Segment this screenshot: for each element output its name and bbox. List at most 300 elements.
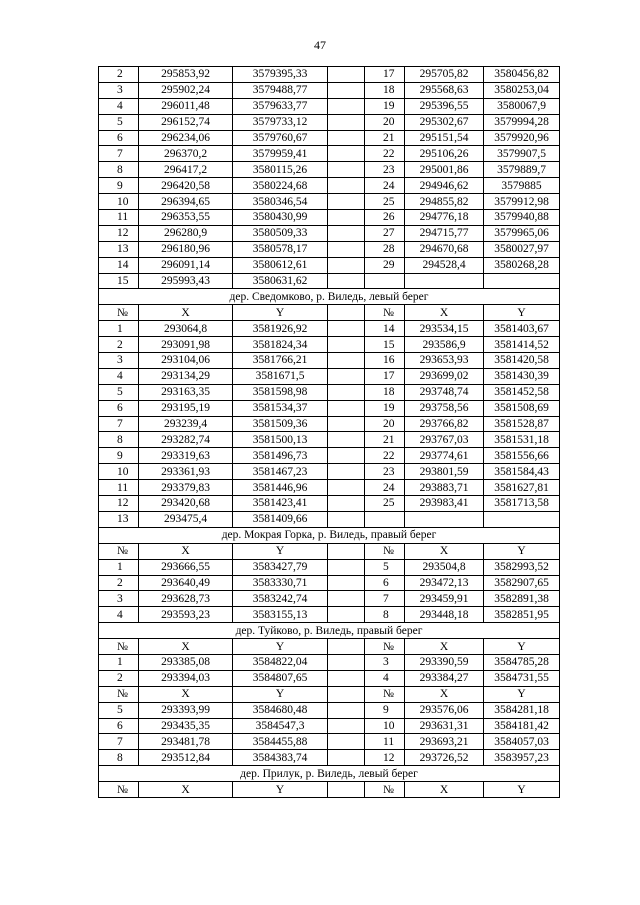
coord-x [405,511,484,527]
coord-y: 3584807,65 [233,670,328,686]
point-number: 21 [365,130,405,146]
header-y: Y [484,305,560,321]
coord-y: 3582891,38 [484,591,560,607]
table-row [99,496,560,512]
table-row [99,591,560,607]
coord-y: 3580612,61 [233,257,328,273]
coord-y: 3584455,88 [233,734,328,750]
spacer-cell [328,67,365,83]
spacer-cell [328,305,365,321]
header-num: № [99,782,139,798]
spacer-cell [328,162,365,178]
point-number: 20 [365,416,405,432]
spacer-cell [328,241,365,257]
coord-y: 3582851,95 [484,607,560,623]
section-title: дер. Сведомково, р. Виледь, левый берег [99,289,560,305]
point-number: 3 [99,82,139,98]
coord-x: 293699,02 [405,368,484,384]
coord-y: 3581627,81 [484,480,560,496]
spacer-cell [328,686,365,702]
coord-x: 296370,2 [139,146,233,162]
point-number: 2 [99,575,139,591]
coord-y: 3580578,17 [233,241,328,257]
coord-y: 3581671,5 [233,368,328,384]
point-number: 5 [365,559,405,575]
coord-x: 293512,84 [139,750,233,766]
coord-x: 294670,68 [405,241,484,257]
table-row [99,400,560,416]
coord-x: 295993,43 [139,273,233,289]
table-row [99,750,560,766]
coord-x: 293666,55 [139,559,233,575]
coord-x: 293361,93 [139,464,233,480]
section-title: дер. Мокрая Горка, р. Виледь, правый берег [99,527,560,543]
coord-x: 293653,93 [405,353,484,369]
coord-y: 3580268,28 [484,257,560,273]
coord-y: 3579488,77 [233,82,328,98]
coord-y: 3579959,41 [233,146,328,162]
spacer-cell [328,670,365,686]
coord-x: 293384,27 [405,670,484,686]
coord-x: 295106,26 [405,146,484,162]
header-num: № [99,543,139,559]
table-row [99,67,560,83]
spacer-cell [328,448,365,464]
point-number: 12 [99,225,139,241]
table-row [99,146,560,162]
coord-y: 3581556,66 [484,448,560,464]
spacer-cell [328,782,365,798]
point-number: 5 [99,702,139,718]
header-x: X [405,686,484,702]
coord-y: 3579760,67 [233,130,328,146]
coord-x: 293459,91 [405,591,484,607]
point-number: 14 [365,321,405,337]
coord-y: 3581584,43 [484,464,560,480]
header-y: Y [233,305,328,321]
point-number: 24 [365,480,405,496]
coord-x: 293628,73 [139,591,233,607]
point-number: 17 [365,67,405,83]
coord-x: 293481,78 [139,734,233,750]
point-number: 8 [99,750,139,766]
header-num: № [99,686,139,702]
spacer-cell [328,337,365,353]
coord-y: 3579395,33 [233,67,328,83]
table-row [99,575,560,591]
table-row [99,670,560,686]
point-number: 29 [365,257,405,273]
coord-y: 3584057,03 [484,734,560,750]
header-y: Y [233,543,328,559]
header-x: X [139,543,233,559]
point-number: 23 [365,464,405,480]
coord-y: 3579994,28 [484,114,560,130]
coord-y: 3582993,52 [484,559,560,575]
point-number: 20 [365,114,405,130]
table-row [99,654,560,670]
spacer-cell [328,734,365,750]
spacer-cell [328,178,365,194]
table-row [99,225,560,241]
point-number: 2 [99,337,139,353]
point-number: 10 [99,194,139,210]
coord-x: 295853,92 [139,67,233,83]
point-number: 6 [99,130,139,146]
coord-y: 3581423,41 [233,496,328,512]
spacer-cell [328,559,365,575]
point-number: 23 [365,162,405,178]
header-num: № [365,639,405,655]
coord-x: 293748,74 [405,384,484,400]
header-row [99,639,560,655]
spacer-cell [328,273,365,289]
point-number: 7 [99,146,139,162]
table-row [99,368,560,384]
coord-y: 3581766,21 [233,353,328,369]
spacer-cell [328,400,365,416]
coord-x: 293091,98 [139,337,233,353]
point-number: 11 [99,480,139,496]
coord-x: 296394,65 [139,194,233,210]
header-x: X [139,305,233,321]
point-number: 28 [365,241,405,257]
coord-y: 3581531,18 [484,432,560,448]
coord-x: 294946,62 [405,178,484,194]
point-number: 6 [365,575,405,591]
header-row [99,686,560,702]
spacer-cell [328,750,365,766]
coord-x: 293983,41 [405,496,484,512]
point-number: 13 [99,511,139,527]
page-number: 47 [314,38,326,52]
coord-x: 293766,82 [405,416,484,432]
point-number: 11 [99,210,139,226]
coord-x: 293534,15 [405,321,484,337]
point-number: 16 [365,353,405,369]
point-number: 19 [365,98,405,114]
coord-x: 293801,59 [405,464,484,480]
point-number: 3 [99,353,139,369]
table-row [99,432,560,448]
point-number: 7 [365,591,405,607]
coord-x: 296417,2 [139,162,233,178]
coord-x: 293472,13 [405,575,484,591]
point-number: 1 [99,321,139,337]
point-number: 9 [99,178,139,194]
table-row [99,511,560,527]
point-number [365,273,405,289]
header-row [99,782,560,798]
spacer-cell [328,225,365,241]
point-number: 3 [365,654,405,670]
coord-y: 3584785,28 [484,654,560,670]
point-number: 27 [365,225,405,241]
coord-y: 3580027,97 [484,241,560,257]
table-row [99,162,560,178]
spacer-cell [328,321,365,337]
coord-y: 3580253,04 [484,82,560,98]
header-y: Y [233,639,328,655]
coord-x: 296091,14 [139,257,233,273]
point-number: 7 [99,734,139,750]
coord-x: 295705,82 [405,67,484,83]
coord-y: 3580509,33 [233,225,328,241]
coord-x: 296420,58 [139,178,233,194]
coord-y: 3583427,79 [233,559,328,575]
coord-x: 293726,52 [405,750,484,766]
coord-y: 3581414,52 [484,337,560,353]
coord-y: 3579920,96 [484,130,560,146]
spacer-cell [328,607,365,623]
header-y: Y [233,782,328,798]
spacer-cell [328,257,365,273]
section-title: дер. Туйково, р. Виледь, правый берег [99,623,560,639]
header-x: X [405,639,484,655]
table-row [99,448,560,464]
coord-y: 3582907,65 [484,575,560,591]
coord-y: 3579889,7 [484,162,560,178]
point-number: 4 [99,607,139,623]
table-row [99,480,560,496]
table-row [99,353,560,369]
table-row [99,607,560,623]
coord-y: 3581528,87 [484,416,560,432]
point-number: 15 [99,273,139,289]
coord-x: 293394,03 [139,670,233,686]
coord-x: 293390,59 [405,654,484,670]
coord-y: 3580067,9 [484,98,560,114]
section-row [99,766,560,782]
coord-y: 3581509,36 [233,416,328,432]
header-y: Y [484,686,560,702]
coord-x: 294855,82 [405,194,484,210]
coord-y: 3579907,5 [484,146,560,162]
coordinates-table [98,66,560,798]
coord-x: 293379,83 [139,480,233,496]
coord-x: 296353,55 [139,210,233,226]
spacer-cell [328,496,365,512]
section-row [99,527,560,543]
coord-x: 293393,99 [139,702,233,718]
coord-y: 3584731,55 [484,670,560,686]
coord-x: 295396,55 [405,98,484,114]
coord-x: 293282,74 [139,432,233,448]
coord-y: 3579965,06 [484,225,560,241]
spacer-cell [328,98,365,114]
coord-y: 3584822,04 [233,654,328,670]
coord-x: 293420,68 [139,496,233,512]
point-number: 6 [99,400,139,416]
header-y: Y [484,782,560,798]
header-num: № [365,543,405,559]
point-number: 19 [365,400,405,416]
header-num: № [99,639,139,655]
point-number: 12 [365,750,405,766]
coord-y: 3581534,37 [233,400,328,416]
spacer-cell [328,146,365,162]
coord-y: 3584281,18 [484,702,560,718]
coord-y: 3579912,98 [484,194,560,210]
coord-y: 3583155,13 [233,607,328,623]
spacer-cell [328,194,365,210]
coord-y: 3581452,58 [484,384,560,400]
coord-x: 294776,18 [405,210,484,226]
point-number: 8 [99,432,139,448]
spacer-cell [328,210,365,226]
coord-x: 293774,61 [405,448,484,464]
spacer-cell [328,432,365,448]
coord-x: 293586,9 [405,337,484,353]
coord-x: 293758,56 [405,400,484,416]
coord-x: 293504,8 [405,559,484,575]
spacer-cell [328,464,365,480]
coord-x: 293385,08 [139,654,233,670]
table-row [99,114,560,130]
table-row [99,257,560,273]
table-row [99,241,560,257]
coord-x: 293064,8 [139,321,233,337]
coord-x: 293631,31 [405,718,484,734]
point-number: 3 [99,591,139,607]
coord-y: 3579940,88 [484,210,560,226]
table-row [99,559,560,575]
spacer-cell [328,702,365,718]
coord-y: 3581713,58 [484,496,560,512]
point-number: 26 [365,210,405,226]
spacer-cell [328,654,365,670]
coord-y: 3581420,58 [484,353,560,369]
spacer-cell [328,130,365,146]
point-number: 8 [365,607,405,623]
header-x: X [139,686,233,702]
coord-x: 293448,18 [405,607,484,623]
coord-x: 296152,74 [139,114,233,130]
point-number: 5 [99,114,139,130]
table-row [99,337,560,353]
point-number: 8 [99,162,139,178]
coord-y: 3580346,54 [233,194,328,210]
header-num: № [99,305,139,321]
header-x: X [405,543,484,559]
spacer-cell [328,82,365,98]
coord-x: 293883,71 [405,480,484,496]
point-number: 1 [99,559,139,575]
point-number: 18 [365,384,405,400]
coord-x: 293104,06 [139,353,233,369]
coord-y: 3580456,82 [484,67,560,83]
point-number: 10 [365,718,405,734]
point-number: 12 [99,496,139,512]
coord-x: 294528,4 [405,257,484,273]
coord-y: 3579885 [484,178,560,194]
spacer-cell [328,575,365,591]
point-number: 4 [365,670,405,686]
coord-x: 296180,96 [139,241,233,257]
coord-y: 3584680,48 [233,702,328,718]
point-number: 25 [365,496,405,512]
table-row [99,210,560,226]
header-x: X [139,639,233,655]
coord-y: 3581598,98 [233,384,328,400]
coord-x: 295902,24 [139,82,233,98]
coord-x: 293640,49 [139,575,233,591]
header-num: № [365,305,405,321]
coord-x: 295568,63 [405,82,484,98]
point-number: 15 [365,337,405,353]
point-number: 1 [99,654,139,670]
coord-y: 3580631,62 [233,273,328,289]
point-number: 18 [365,82,405,98]
coord-y: 3581430,39 [484,368,560,384]
spacer-cell [328,416,365,432]
coord-y: 3581926,92 [233,321,328,337]
point-number: 6 [99,718,139,734]
coord-x: 293475,4 [139,511,233,527]
table-row [99,416,560,432]
coord-y: 3583242,74 [233,591,328,607]
point-number: 2 [99,67,139,83]
header-num: № [365,686,405,702]
table-row [99,194,560,210]
table-row [99,702,560,718]
spacer-cell [328,591,365,607]
coord-x: 294715,77 [405,225,484,241]
coord-y: 3579633,77 [233,98,328,114]
table-row [99,98,560,114]
table-row [99,384,560,400]
point-number: 22 [365,448,405,464]
coord-x: 295001,86 [405,162,484,178]
point-number: 11 [365,734,405,750]
point-number: 9 [365,702,405,718]
spacer-cell [328,353,365,369]
point-number: 2 [99,670,139,686]
coord-x: 293319,63 [139,448,233,464]
spacer-cell [328,368,365,384]
coord-y: 3581403,67 [484,321,560,337]
coord-x: 293593,23 [139,607,233,623]
section-title: дер. Прилук, р. Виледь, левый берег [99,766,560,782]
point-number: 25 [365,194,405,210]
coord-x: 296234,06 [139,130,233,146]
point-number: 10 [99,464,139,480]
header-x: X [139,782,233,798]
section-row [99,623,560,639]
point-number: 14 [99,257,139,273]
coord-y: 3584383,74 [233,750,328,766]
header-row [99,305,560,321]
coord-y: 3581409,66 [233,511,328,527]
coord-x: 293134,29 [139,368,233,384]
coord-x: 296011,48 [139,98,233,114]
table-row [99,464,560,480]
coord-x: 293163,35 [139,384,233,400]
coord-y [484,273,560,289]
table-row [99,273,560,289]
coord-x: 293195,19 [139,400,233,416]
spacer-cell [328,718,365,734]
coord-x: 293767,03 [405,432,484,448]
coord-y: 3581467,23 [233,464,328,480]
spacer-cell [328,639,365,655]
point-number: 22 [365,146,405,162]
coord-x: 295151,54 [405,130,484,146]
coord-x: 293239,4 [139,416,233,432]
coord-y: 3580115,26 [233,162,328,178]
point-number: 4 [99,98,139,114]
point-number: 17 [365,368,405,384]
